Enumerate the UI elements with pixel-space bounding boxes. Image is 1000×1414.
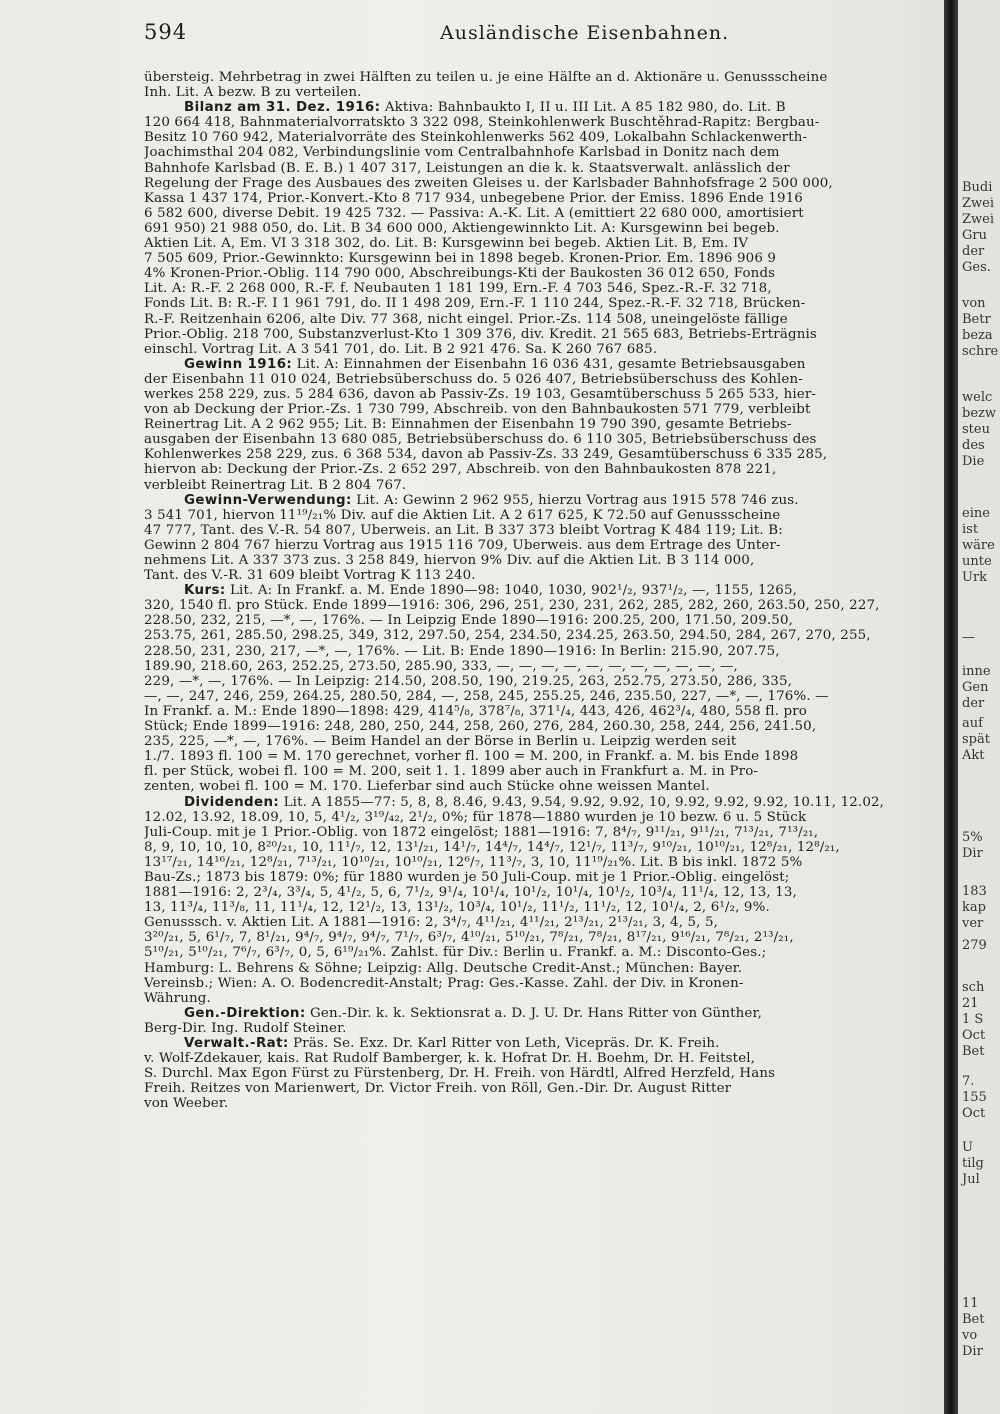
text-line [144,523,940,538]
adjacent-page-fragment: Dir [962,1344,983,1359]
text-line [144,493,940,508]
line-text: 1881—1916: 2, 2³/₄, 3³/₄, 5, 4¹/₂, 5, 6, 7¹/₂, 9¹/₄, 10¹/₄, 10¹/₂, 10¹/₄, 10¹/₂, 10³/₄, 11¹/₄, 12, 13, 13, [144,885,797,901]
line-text: übersteig. Mehrbetrag in zwei Hälften zu teilen u. je eine Hälfte an d. Aktionäre u. Genussscheine [144,70,828,85]
text-line [144,1006,940,1021]
line-text: Bahnhofe Karlsbad (B. E. B.) 1 407 317, Leistungen an die k. k. Staatsverwalt. anlässlich der [144,160,790,176]
text-line [144,689,940,704]
line-text: der Eisenbahn 11 010 024, Betriebsüberschuss do. 5 026 407, Betriebsüberschuss des Kohlen- [144,371,803,387]
adjacent-page-fragment: 5% [962,830,983,845]
text-line [144,538,940,553]
adjacent-page-fragment: 11 [962,1296,979,1311]
adjacent-page-fragment: ist [962,522,979,537]
line-text: 320, 1540 fl. pro Stück. Ende 1899—1916: 306, 296, 251, 230, 231, 262, 285, 282, 260, 263.50, 250, 227, [144,598,880,614]
line-text: Gen.-Dir. k. k. Sektionsrat a. D. J. U. Dr. Hans Ritter von Günther, [305,1005,762,1021]
adjacent-page-fragment: Gen [962,680,989,695]
section-heading: Gewinn-Verwendung: [184,492,352,508]
text-line [144,1051,940,1066]
adjacent-page-fragment: des [962,438,985,453]
text-line [144,221,940,236]
adjacent-page-fragment: 279 [962,938,987,953]
text-line [144,432,940,447]
adjacent-page-fragment: eine [962,506,990,521]
adjacent-page-fragment: Gru [962,228,987,243]
text-line [144,885,940,900]
line-text: Inh. Lit. A bezw. B zu verteilen. [144,85,362,101]
adjacent-page-fragment: wäre [962,538,995,553]
adjacent-page-fragment: der [962,244,985,259]
text-line [144,674,940,689]
line-text: —, —, 247, 246, 259, 264.25, 280.50, 284, —, 258, 245, 255.25, 246, 235.50, 227, —*, —, 176%. — [144,688,829,704]
line-text: Aktiva: Bahnbaukto I, II u. III Lit. A 85 182 980, do. Lit. B [380,100,786,116]
book-gutter [944,0,958,1414]
adjacent-page-fragment: Oct [962,1028,986,1043]
text-line [144,176,940,191]
line-text: 229, —*, —, 176%. — In Leipzig: 214.50, 208.50, 190, 219.25, 263, 252.75, 273.50, 286, 335, [144,673,793,689]
text-line [144,342,940,357]
text-line [144,583,940,598]
adjacent-page-fragment: U [962,1140,973,1155]
text-line [144,266,940,281]
line-text: Bau-Zs.; 1873 bis 1879: 0%; für 1880 wurden je 50 Juli-Coup. mit je 1 Prior.-Oblig. eingelöst; [144,869,790,885]
section-heading: Bilanz am 31. Dez. 1916: [184,100,381,116]
text-line [144,855,940,870]
text-line [144,447,940,462]
text-line [144,296,940,311]
text-line [144,779,940,794]
adjacent-page-fragment: Urk [962,570,988,585]
adjacent-page-fragment: Betr [962,312,991,327]
adjacent-page-fragment: 7. [962,1074,975,1089]
section-heading: Kurs: [184,583,226,599]
text-line [144,825,940,840]
text-line [144,961,940,976]
line-text: 691 950) 21 988 050, do. Lit. B 34 600 000, Aktiengewinnkto Lit. A: Kursgewinn bei begeb. [144,220,780,236]
section-heading: Verwalt.-Rat: [184,1036,289,1051]
text-line [144,1066,940,1081]
adjacent-page-fragment: Jul [962,1172,980,1187]
page-number: 594 [144,20,188,44]
line-text: Besitz 10 760 942, Materialvorräte des Steinkohlenwerks 562 409, Lokalbahn Schlackenwerth- [144,130,808,146]
adjacent-page-fragment: tilg [962,1156,984,1171]
running-head: Ausländische Eisenbahnen. [440,22,730,44]
line-text: 3²⁰/₂₁, 5, 6¹/₇, 7, 8¹/₂₁, 9⁴/₇, 9⁴/₇, 9⁴/₇, 7¹/₇, 6³/₇, 4¹⁰/₂₁, 5¹⁰/₂₁, 7⁸/₂₁, 7⁸/₂₁, 8¹⁷/₂₁, 9¹⁶/₂₁, 7⁸/₂₁, 2¹³/₂₁, [144,930,794,946]
line-text: ausgaben der Eisenbahn 13 680 085, Betriebsüberschuss do. 6 110 305, Betriebsüberschuss des [144,432,817,448]
adjacent-page-fragment: — [962,630,975,645]
line-text: 189.90, 218.60, 263, 252.25, 273.50, 285.90, 333, —, —, —, —, —, —, —, —, —, —, —, [144,658,738,674]
text-line [144,976,940,991]
adjacent-page-fragment: Zwei [962,196,995,211]
text-line [144,357,940,372]
text-line [144,900,940,915]
text-line [144,1021,940,1036]
text-line [144,281,940,296]
adjacent-page-fragment: spät [962,732,990,747]
adjacent-page-fragment: Zwei [962,212,995,227]
adjacent-page-fragment: ver [962,916,984,931]
text-line [144,387,940,402]
adjacent-page-fragment: Akt [962,748,985,763]
text-line [144,1081,940,1096]
line-text: Kassa 1 437 174, Prior.-Konvert.-Kto 8 717 934, unbegebene Prior. der Emiss. 1896 Ende 1916 [144,190,803,206]
text-line [144,508,940,523]
line-text: 13, 11³/₄, 11³/₈, 11, 11¹/₄, 12, 12¹/₂, 13, 13¹/₂, 10³/₄, 10¹/₂, 11¹/₂, 11¹/₂, 12, 10¹/₄, 2, 6¹/₂, 9%. [144,900,770,916]
line-text: 228.50, 232, 215, —*, —, 176%. — In Leipzig Ende 1890—1916: 200.25, 200, 171.50, 209.50, [144,613,794,629]
adjacent-page-fragment: beza [962,328,993,343]
text-line [144,840,940,855]
adjacent-page-fragment: 1 S [962,1012,984,1027]
line-text: 47 777, Tant. des V.-R. 54 807, Überweis. an Lit. B 337 373 bleibt Vortrag K 484 119; Lit. B: [144,522,783,538]
line-text: Lit. A 1855—77: 5, 8, 8, 8.46, 9.43, 9.54, 9.92, 9.92, 10, 9.92, 9.92, 9.92, 10.11, 12.02, [279,794,885,810]
line-text: Lit. A: In Frankf. a. M. Ende 1890—98: 1040, 1030, 902¹/₂, 937¹/₂, —, 1155, 1265, [225,583,798,599]
text-line [144,870,940,885]
line-text: 13¹⁷/₂₁, 14¹⁶/₂₁, 12⁸/₂₁, 7¹³/₂₁, 10¹⁰/₂₁, 10¹⁰/₂₁, 12⁶/₇, 11³/₇, 3, 10, 11¹⁹/₂₁%. Lit. B bis inkl. 1872 5% [144,854,803,870]
section-heading: Dividenden: [184,794,280,810]
adjacent-page-fragment: 183 [962,884,987,899]
adjacent-page-fragment: sch [962,980,985,995]
line-text: Tant. des V.-R. 31 609 bleibt Vortrag K 113 240. [144,568,476,584]
line-text: Juli-Coup. mit je 1 Prior.-Oblig. von 1872 eingelöst; 1881—1916: 7, 8⁴/₇, 9¹¹/₂₁, 9¹¹/₂₁, 7¹³/₂₁, 7¹³/₂₁, [144,824,819,840]
line-text: Lit. A: Einnahmen der Eisenbahn 16 036 431, gesamte Betriebsausgaben [292,356,806,372]
text-line [144,161,940,176]
line-text: werkes 258 229, zus. 5 284 636, davon ab Passiv-Zs. 19 103, Gesamtüberschuss 5 265 533, hier- [144,386,817,402]
line-text: fl. per Stück, wobei fl. 100 = M. 200, seit 1. 1. 1899 aber auch in Frankfurt a. M. in Pro- [144,764,759,780]
adjacent-page-fragment: 155 [962,1090,987,1105]
adjacent-page-fragment: Ges. [962,260,991,275]
line-text: verbleibt Reinertrag Lit. B 2 804 767. [144,477,407,493]
adjacent-page-fragment: Bet [962,1044,985,1059]
text-line [144,810,940,825]
line-text: 8, 9, 10, 10, 10, 8²⁰/₂₁, 10, 11¹/₇, 12, 13¹/₂₁, 14¹/₇, 14⁴/₇, 14⁴/₇, 12¹/₇, 11³/₇, 9¹⁰/₂₁, 10¹⁰/₂₁, 12⁸/₂₁, 12⁸/₂₁, [144,839,840,855]
line-text: Fonds Lit. B: R.-F. I 1 961 791, do. II 1 498 209, Ern.-F. 1 110 244, Spez.-R.-F. 32 718, Brücken- [144,296,806,312]
line-text: zenten, wobei fl. 100 = M. 170. Lieferbar sind auch Stücke ohne weissen Mantel. [144,779,710,795]
text-line [144,795,940,810]
adjacent-page-fragment: auf [962,716,983,731]
text-line [144,251,940,266]
line-text: R.-F. Reitzenhain 6206, alte Div. 77 368, nicht eingel. Prior.-Zs. 114 508, uneingelöste fällige [144,311,788,327]
line-text: Joachimsthal 204 082, Verbindungslinie vom Centralbahnhofe Karlsbad in Donitz nach dem [144,145,780,161]
text-line [144,206,940,221]
line-text: v. Wolf-Zdekauer, kais. Rat Rudolf Bamberger, k. k. Hofrat Dr. H. Boehm, Dr. H. Feitstel, [144,1051,756,1067]
page-header [144,20,934,48]
text-line [144,659,940,674]
line-text: Vereinsb.; Wien: A. Ö. Bodencredit-Anstalt; Prag: Ges.-Kasse. Zahl. der Div. in Kronen- [144,975,744,991]
text-line [144,749,940,764]
line-text: Berg-Dir. Ing. Rudolf Steiner. [144,1020,347,1036]
text-line [144,764,940,779]
adjacent-page-fragment: Budi [962,180,993,195]
line-text: 253.75, 261, 285.50, 298.25, 349, 312, 297.50, 254, 234.50, 234.25, 263.50, 294.50, 284, 267, 270, 255, [144,628,871,644]
adjacent-page-edge [958,0,1000,1414]
text-line [144,327,940,342]
text-line [144,553,940,568]
text-line [144,704,940,719]
text-line [144,1036,940,1051]
line-text: einschl. Vortrag Lit. A 3 541 701, do. Lit. B 2 921 476. Sa. K 260 767 685. [144,341,658,357]
text-line [144,613,940,628]
text-line [144,115,940,130]
text-line [144,85,940,100]
line-text: Aktien Lit. A, Em. VI 3 318 302, do. Lit. B: Kursgewinn bei begeb. Aktien Lit. B, Em. IV [144,236,749,252]
text-line [144,462,940,477]
adjacent-page-fragment: von [962,296,986,311]
line-text: 1./7. 1893 fl. 100 = M. 170 gerechnet, vorher fl. 100 = M. 200, in Frankf. a. M. bis Ende 1898 [144,749,799,765]
line-text: von Weeber. [144,1096,229,1112]
line-text: 228.50, 231, 230, 217, —*, —, 176%. — Lit. B: Ende 1890—1916: In Berlin: 215.90, 207.75, [144,643,780,659]
text-line [144,70,940,85]
text-line [144,915,940,930]
section-heading: Gewinn 1916: [184,356,293,372]
text-line [144,734,940,749]
adjacent-page-fragment: unte [962,554,992,569]
text-line [144,236,940,251]
adjacent-page-fragment: kap [962,900,986,915]
text-line [144,628,940,643]
text-line [144,145,940,160]
line-text: 120 664 418, Bahnmaterialvorratskto 3 322 098, Steinkohlenwerk Buschtěhrad-Rapitz: Bergbau- [144,115,820,131]
text-line [144,930,940,945]
adjacent-page-fragment: inne [962,664,991,679]
text-line [144,598,940,613]
text-line [144,719,940,734]
line-text: Reinertrag Lit. A 2 962 955; Lit. B: Einnahmen der Eisenbahn 19 790 390, gesamte Betriebs- [144,417,792,433]
line-text: Prior.-Oblig. 218 700, Substanzverlust-Kto 1 309 376, div. Kredit. 21 565 683, Betriebs-Erträgnis [144,326,817,342]
text-line [144,100,940,115]
text-line [144,644,940,659]
line-text: Präs. Se. Exz. Dr. Karl Ritter von Leth, Vicepräs. Dr. K. Freih. [288,1036,720,1051]
line-text: S. Durchl. Max Egon Fürst zu Fürstenberg, Dr. H. Freih. von Härdtl, Alfred Herzfeld, Hans [144,1066,776,1082]
adjacent-page-fragment: bezw [962,406,996,421]
text-line [144,478,940,493]
line-text: 235, 225, —*, —, 176%. — Beim Handel an der Börse in Berlin u. Leipzig werden seit [144,734,737,750]
adjacent-page-fragment: Dir [962,846,983,861]
line-text: Währung. [144,990,211,1006]
text-line [144,568,940,583]
line-text: Kohlenwerkes 258 229, zus. 6 368 534, davon ab Passiv-Zs. 33 249, Gesamtüberschuss 6 335 285, [144,447,828,463]
text-line [144,945,940,960]
line-text: Gewinn 2 804 767 hierzu Vortrag aus 1915 116 709, Überweis. aus dem Ertrage des Unter- [144,537,781,553]
text-line [144,402,940,417]
section-heading: Gen.-Direktion: [184,1005,306,1021]
line-text: 6 582 600, diverse Debit. 19 425 732. — Passiva: A.-K. Lit. A (emittiert 22 680 000, amortisiert [144,205,804,221]
line-text: Hamburg: L. Behrens & Söhne; Leipzig: Allg. Deutsche Credit-Anst.; München: Bayer. [144,960,743,976]
body-text [144,70,940,1400]
adjacent-page-fragment: welc [962,390,993,405]
adjacent-page-fragment: Bet [962,1312,985,1327]
adjacent-page-fragment: Die [962,454,985,469]
line-text: nehmens Lit. A 337 373 zus. 3 258 849, hiervon 9% Div. auf die Aktien Lit. B 3 114 000, [144,553,755,568]
adjacent-page-fragment: Oct [962,1106,986,1121]
adjacent-page-fragment: vo [962,1328,978,1343]
text-line [144,372,940,387]
line-text: Stück; Ende 1899—1916: 248, 280, 250, 244, 258, 260, 276, 284, 260.30, 258, 244, 256, 241.50, [144,719,817,735]
line-text: Genusssch. v. Aktien Lit. A 1881—1916: 2, 3⁴/₇, 4¹¹/₂₁, 4¹¹/₂₁, 2¹³/₂₁, 2¹³/₂₁, 3, 4, 5, 5, [144,915,719,931]
text-line [144,991,940,1006]
line-text: 5¹⁰/₂₁, 5¹⁰/₂₁, 7⁶/₇, 6³/₇, 0, 5, 6¹⁹/₂₁%. Zahlst. für Div.: Berlin u. Frankf. a. M.: Disconto-Ges.; [144,945,767,961]
text-line [144,1096,940,1111]
text-line [144,417,940,432]
line-text: Freih. Reitzes von Marienwert, Dr. Victor Freih. von Röll, Gen.-Dir. Dr. August Ritter [144,1081,732,1097]
line-text: von ab Deckung der Prior.-Zs. 1 730 799, Abschreib. von den Bahnbaukosten 571 779, verbleibt [144,402,811,418]
adjacent-page-fragment: schre [962,344,999,359]
text-line [144,312,940,327]
text-line [144,130,940,145]
line-text: Lit. A: Gewinn 2 962 955, hierzu Vortrag aus 1915 578 746 zus. [351,492,799,508]
adjacent-page-fragment: 21 [962,996,979,1011]
adjacent-page-fragment: steu [962,422,990,437]
line-text: In Frankf. a. M.: Ende 1890—1898: 429, 414⁵/₈, 378⁷/₈, 371¹/₄, 443, 426, 462³/₄, 480, 558 fl. pro [144,703,807,719]
text-line [144,191,940,206]
line-text: 12.02, 13.92, 18.09, 10, 5, 4¹/₂, 3¹⁹/₄₂, 2¹/₂, 0%; für 1878—1880 wurden je 10 bezw. 6 u. 5 Stück [144,809,807,825]
line-text: Regelung der Frage des Ausbaues des zweiten Gleises u. der Karlsbader Bahnhofsfrage 2 500 000, [144,175,833,191]
line-text: hiervon ab: Deckung der Prior.-Zs. 2 652 297, Abschreib. von den Bahnbaukosten 878 221, [144,462,777,478]
line-text: 7 505 609, Prior.-Gewinnkto: Kursgewinn bei in 1898 begeb. Kronen-Prior. Em. 1896 906 9 [144,251,777,267]
line-text: 4% Kronen-Prior.-Oblig. 114 790 000, Abschreibungs-Kti der Baukosten 36 012 650, Fonds [144,266,776,282]
line-text: Lit. A: R.-F. 2 268 000, R.-F. f. Neubauten 1 181 199, Ern.-F. 4 703 546, Spez.-R.-F. 32 718, [144,281,772,297]
line-text: 3 541 701, hiervon 11¹⁹/₂₁% Div. auf die Aktien Lit. A 2 617 625, K 72.50 auf Genussscheine [144,507,781,523]
adjacent-page-fragment: der [962,696,985,711]
